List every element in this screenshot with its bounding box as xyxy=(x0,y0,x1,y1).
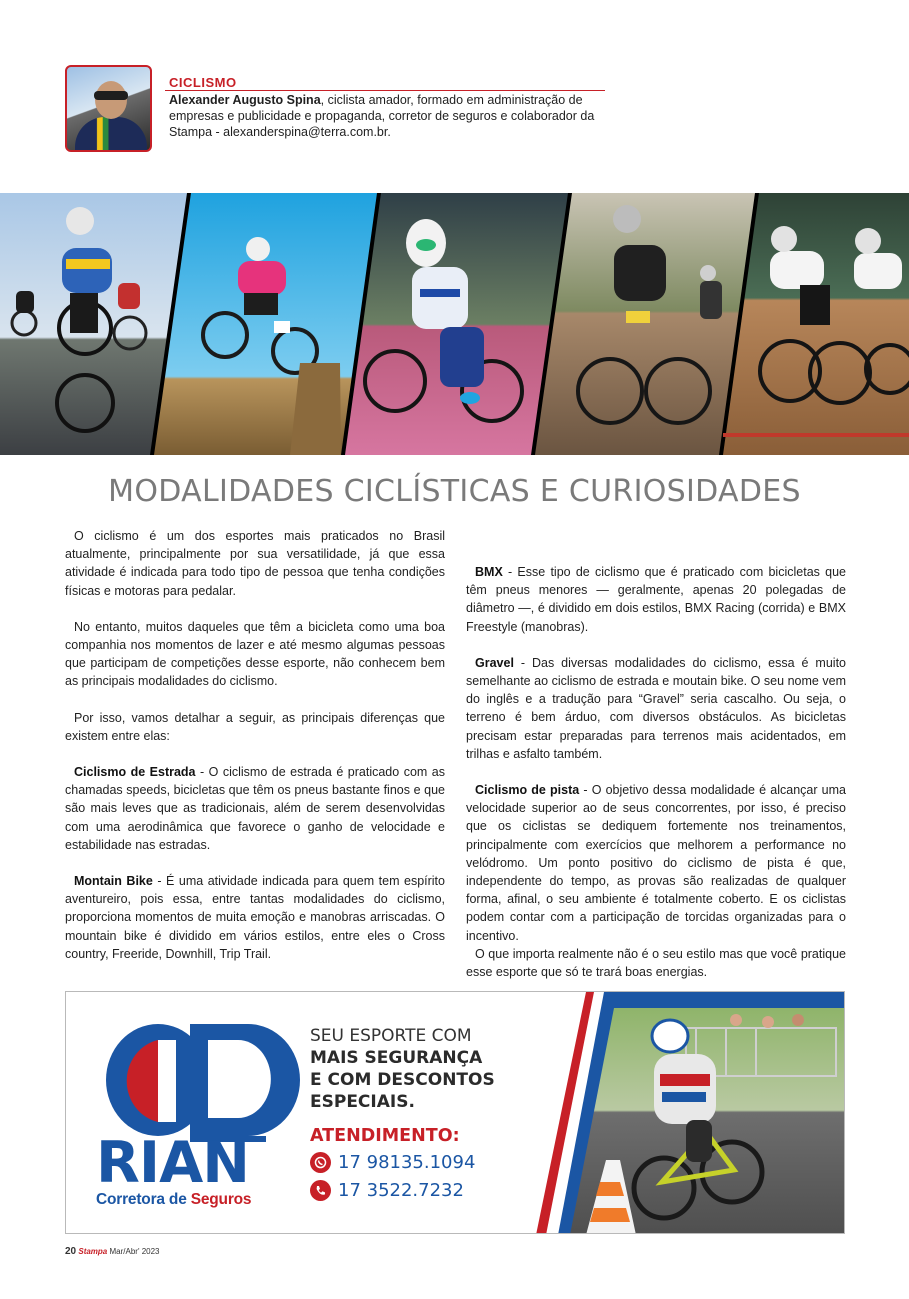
phone-whatsapp[interactable] xyxy=(310,1150,475,1174)
insurance-advertisement xyxy=(65,991,845,1234)
landline-number: 17 3522.7232 xyxy=(338,1179,464,1201)
section-category: CICLISMO xyxy=(169,75,237,90)
brand-tagline xyxy=(96,1191,296,1209)
ad-cyclist-photo xyxy=(536,992,845,1234)
paragraph-bmx xyxy=(466,563,846,636)
paragraph-lead-in: Por isso, vamos detalhar a seguir, as principais diferenças que existem entre elas: xyxy=(65,710,445,743)
road-text: - O ciclismo de estrada é praticado com as chamadas speeds, bicicletas que têm os pneus bastante finos e que são mais leves que as tradicionais, além de serem desenvolvidas com uma aerodinâmica que favorece o ganho de velocidade e estabilidade nas estradas. xyxy=(65,765,445,852)
page-number: 20 xyxy=(65,1246,77,1257)
paragraph-closing: O que importa realmente não é o seu estilo mas que você pratique esse esporte que só te trará boas energias. xyxy=(466,946,846,980)
author-name: Alexander Augusto Spina xyxy=(169,93,321,107)
author-header xyxy=(65,65,605,155)
paragraph-intro: O ciclismo é um dos esportes mais praticados no Brasil atualmente, principalmente por sua versatilidade, já que essa atividade é indicada para todo tipo de pessoa que tenha condições físicas e motoras para pedalar. xyxy=(65,529,445,598)
brand-tagline-a: Corretora de xyxy=(96,1191,191,1208)
mtb-text: - É uma atividade indicada para quem tem espírito aventureiro, pois essa, entre tantas modalidades do ciclismo, proporciona momentos de muita emoção e manobras arriscadas. O mountain bike é dividido em vários estilos, entre eles o Cross country, Freeride, Downhill, Trip Trail. xyxy=(65,874,445,961)
whatsapp-number: 17 98135.1094 xyxy=(338,1151,476,1173)
article-column-right xyxy=(466,563,846,981)
brand-name: RIAN xyxy=(96,1130,249,1196)
paragraph-track xyxy=(466,781,846,945)
mountain-bike-photo xyxy=(154,193,377,455)
road-label: Ciclismo de Estrada xyxy=(74,765,196,780)
slogan-line-1: SEU ESPORTE COM xyxy=(310,1026,472,1046)
track-text: - O objetivo dessa modalidade é alcançar uma velocidade superior ao de seus concorrentes, por isso, é preciso que os ciclistas se dediquem fortemente nos treinamentos, principalmente com exercícios que melhorem a performance no velódromo. Um ponto positivo do ciclismo de pista é que, independente do tempo, as provas são realizadas de qualquer forma, afinal, o seu ambiente é totalmente coberto. E os ciclistas podem contar com a participação de torcidas organizadas para o incentivo. xyxy=(466,783,846,943)
mtb-label: Montain Bike xyxy=(74,874,153,889)
author-bio xyxy=(169,92,605,140)
paragraph-context: No entanto, muitos daqueles que têm a bicicleta como uma boa companhia nos momentos de lazer e até mesmo algumas pessoas que participam de competições desse esporte, não conhecem bem as principais modalidades do ciclismo. xyxy=(65,619,445,689)
magazine-name: Stampa xyxy=(78,1247,108,1256)
whatsapp-icon xyxy=(310,1152,331,1173)
photo-strip-graphic xyxy=(0,193,909,455)
photo-strip xyxy=(0,193,909,455)
slogan-line-2: MAIS SEGURANÇA xyxy=(310,1048,483,1068)
slogan-line-3: E COM DESCONTOS xyxy=(310,1070,495,1090)
gravel-text: - Das diversas modalidades do ciclismo, essa é muito semelhante ao ciclismo de estrada e moutain bike. O seu nome vem do inglês e a tradução para “Gravel” seria cascalho. Ou seja, o terreno é bem árduo, com diversos obstáculos. As bicicletas precisam estar preparadas para terrenos mais acidentados, em trilhas e asfalto também. xyxy=(466,655,846,761)
author-avatar xyxy=(65,65,152,152)
bmx-label: BMX xyxy=(475,565,503,579)
gravel-label: Gravel xyxy=(475,655,514,670)
gravel-photo xyxy=(535,193,755,455)
page-footer xyxy=(65,1246,160,1257)
brand-tagline-b: Seguros xyxy=(190,1191,252,1208)
article-title: MODALIDADES CICLÍSTICAS E CURIOSIDADES xyxy=(108,474,801,509)
phone-icon xyxy=(310,1180,331,1201)
article-column-left xyxy=(65,527,445,963)
attendance-label: ATENDIMENTO: xyxy=(310,1126,460,1146)
track-label: Ciclismo de pista xyxy=(475,783,580,798)
paragraph-gravel xyxy=(466,654,846,763)
ad-slogan xyxy=(310,1025,540,1113)
phone-landline[interactable] xyxy=(310,1178,464,1202)
bmx-text: - Esse tipo de ciclismo que é praticado com bicicletas que têm pneus menores — geralmente, apenas 20 polegadas de diâmetro —, é dividido em dois estilos, BMX Racing (corrida) e BMX Freestyle (manobras). xyxy=(466,565,846,634)
paragraph-mtb xyxy=(65,872,445,963)
author-bio-text: , ciclista amador, formado em administração de empresas e publicidade e propaganda, corretor de seguros e colaborador da Stampa - alexanderspina@terra.com.br. xyxy=(169,93,595,139)
category-divider xyxy=(165,90,605,91)
paragraph-road xyxy=(65,763,445,854)
issue-date: Mar/Abr' 2023 xyxy=(109,1247,160,1256)
slogan-line-4: ESPECIAIS. xyxy=(310,1092,415,1112)
